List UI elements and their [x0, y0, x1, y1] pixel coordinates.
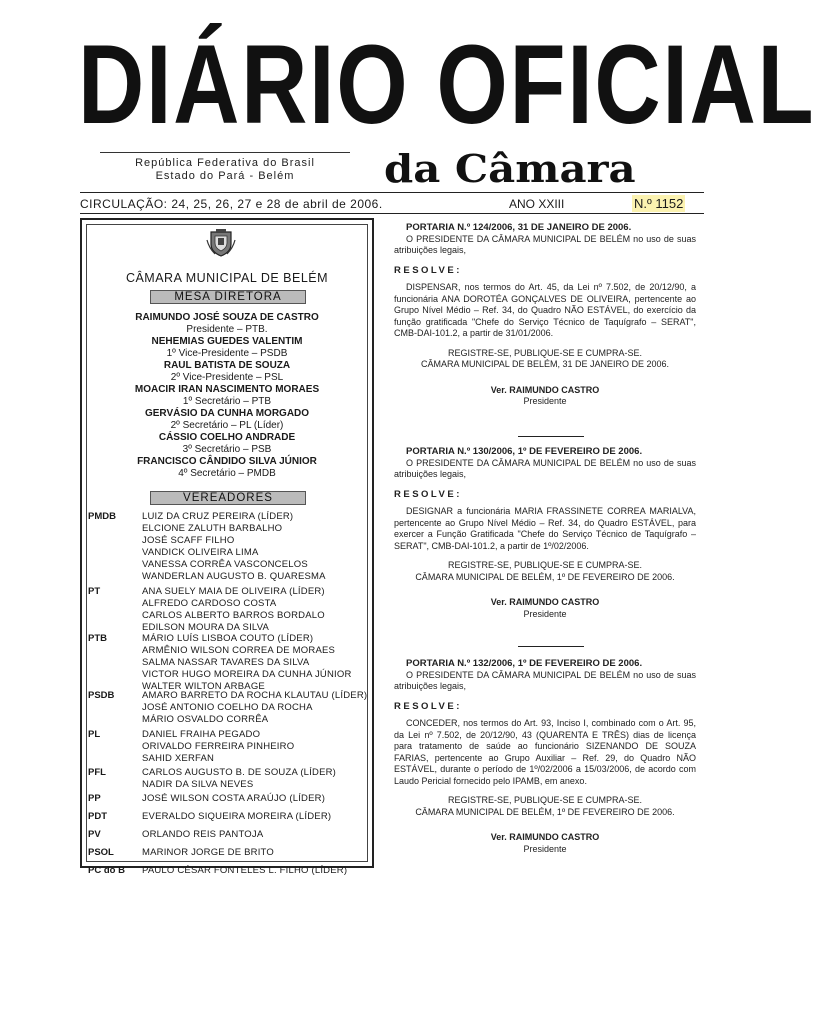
chamber-name: CÂMARA MUNICIPAL DE BELÉM — [125, 271, 329, 285]
party-members — [142, 865, 370, 877]
councillor-name: SAHID XERFAN — [142, 753, 215, 764]
portaria-opening: O PRESIDENTE DA CÂMARA MUNICIPAL DE BELÉM no uso de suas atribuições legais, — [394, 669, 696, 691]
party-abbr: PT — [88, 586, 101, 597]
party-members — [142, 511, 370, 583]
councillor-name: MÁRIO OSVALDO CORRÊA — [142, 714, 269, 725]
party-abbr: PSOL — [88, 847, 114, 858]
councillor-name: SALMA NASSAR TAVARES DA SILVA — [142, 657, 310, 668]
party-members — [142, 811, 370, 823]
portaria-opening: O PRESIDENTE DA CÂMARA MUNICIPAL DE BELÉM no uso de suas atribuições legais, — [394, 457, 696, 479]
party-members — [142, 847, 370, 859]
portaria-resolve: RESOLVE: — [394, 488, 462, 500]
councillor-name: VANESSA CORRÊA VASCONCELOS — [142, 559, 308, 570]
portaria-resolve: RESOLVE: — [394, 264, 462, 276]
party-abbr: PMDB — [88, 511, 116, 522]
camara-subtitle: da Câmara — [384, 146, 636, 191]
mesa-member-role: 2º Secretário – PL (Líder) — [170, 420, 284, 431]
mesa-diretora-header: MESA DIRETORA — [150, 290, 306, 304]
councillor-name: VANDICK OLIVEIRA LIMA — [142, 547, 259, 558]
councillor-name: EDILSON MOURA DA SILVA — [142, 622, 270, 633]
councillor-name: ORIVALDO FERREIRA PINHEIRO — [142, 741, 295, 752]
councillor-name: WANDERLAN AUGUSTO B. QUARESMA — [142, 571, 326, 582]
portaria-signer: Ver. RAIMUNDO CASTRO — [490, 832, 600, 842]
councillor-name: PAULO CÉSAR FONTELES L. FILHO (LÍDER) — [142, 865, 348, 876]
mesa-member-name: RAIMUNDO JOSÉ SOUZA DE CASTRO — [135, 312, 319, 323]
councillor-name: WALTER WILTON ARBAGE — [142, 681, 265, 692]
councillor-name: CARLOS AUGUSTO B. DE SOUZA (LÍDER) — [142, 767, 337, 778]
portaria-body: DISPENSAR, nos termos do Art. 45, da Lei nº 7.502, de 20/12/90, a funcionária ANA DOROTÉA GONÇALVES DE OLIVEIRA, pertencente ao Grupo Nível Médio – Ref. 34, do Quadro NÃO ESTÁVEL, do exercício da função gratificada "Chefe do Serviço Técnico de Taquígrafo – SERAT", CMB-DAI-101.2, a partir de 31/01/2006. — [394, 282, 696, 338]
mesa-member-role: 3º Secretário – PSB — [182, 444, 272, 455]
newspaper-title: DIÁRIO OFICIAL — [78, 22, 815, 147]
mesa-member-name: NEHEMIAS GUEDES VALENTIM — [151, 336, 303, 347]
circulation-dates: CIRCULAÇÃO: 24, 25, 26, 27 e 28 de abril de 2006. — [80, 197, 383, 211]
vereadores-header: VEREADORES — [150, 491, 306, 505]
party-abbr: PC do B — [88, 865, 125, 876]
portaria-heading: PORTARIA N.º 132/2006, 1º DE FEVEREIRO DE 2006. — [406, 658, 643, 669]
councillor-name: LUIZ DA CRUZ PEREIRA (LÍDER) — [142, 511, 294, 522]
party-abbr: PL — [88, 729, 101, 740]
mesa-member-name: FRANCISCO CÂNDIDO SILVA JÚNIOR — [137, 456, 317, 467]
republic-line: República Federativa do Brasil — [135, 157, 315, 169]
mesa-member-role: 4º Secretário – PMDB — [178, 468, 276, 479]
councillor-name: JOSÉ ANTONIO COELHO DA ROCHA — [142, 702, 313, 713]
mesa-member-name: CÁSSIO COELHO ANDRADE — [158, 432, 296, 443]
councillor-name: DANIEL FRAIHA PEGADO — [142, 729, 261, 740]
portaria-132 — [394, 658, 696, 855]
mesa-member-name: GERVÁSIO DA CUNHA MORGADO — [144, 408, 310, 419]
portaria-signer-role: Presidente — [523, 843, 567, 854]
issue-number: N.º 1152 — [634, 196, 684, 211]
header-rule-top — [80, 192, 704, 193]
councillor-name: ALFREDO CARDOSO COSTA — [142, 598, 277, 609]
portaria-heading: PORTARIA N.º 124/2006, 31 DE JANEIRO DE 2006. — [406, 222, 632, 233]
portaria-closing-2: CÂMARA MUNICIPAL DE BELÉM, 1º DE FEVEREIRO DE 2006. — [415, 571, 675, 582]
portaria-closing-2: CÂMARA MUNICIPAL DE BELÉM, 1º DE FEVEREIRO DE 2006. — [415, 806, 675, 817]
councillor-name: NADIR DA SILVA NEVES — [142, 779, 254, 790]
councillor-name: ORLANDO REIS PANTOJA — [142, 829, 264, 840]
councillor-name: MÁRIO LUÍS LISBOA COUTO (LÍDER) — [142, 633, 314, 644]
portaria-signer: Ver. RAIMUNDO CASTRO — [490, 384, 600, 395]
mesa-member-role: 2º Vice-Presidente – PSL — [170, 372, 284, 383]
councillor-name: VICTOR HUGO MOREIRA DA CUNHA JÚNIOR — [142, 669, 352, 680]
portaria-signer: Ver. RAIMUNDO CASTRO — [490, 597, 600, 607]
councillor-name: MARINOR JORGE DE BRITO — [142, 847, 274, 858]
mesa-member-name: RAUL BATISTA DE SOUZA — [163, 360, 291, 371]
portaria-resolve: RESOLVE: — [394, 700, 462, 712]
portaria-opening: O PRESIDENTE DA CÂMARA MUNICIPAL DE BELÉM no uso de suas atribuições legais, — [394, 233, 696, 255]
state-line: Estado do Pará - Belém — [155, 170, 295, 182]
party-members — [142, 586, 370, 634]
party-abbr: PP — [88, 793, 101, 804]
councillor-name: JOSÉ WILSON COSTA ARAÚJO (LÍDER) — [142, 793, 326, 804]
party-abbr: PSDB — [88, 690, 115, 701]
coat-of-arms-icon — [205, 228, 237, 258]
party-members — [142, 633, 370, 693]
councillor-name: ARMÊNIO WILSON CORREA DE MORAES — [142, 645, 336, 656]
mesa-member-role: 1º Vice-Presidente – PSDB — [166, 348, 288, 359]
councillor-name: AMARO BARRETO DA ROCHA KLAUTAU (LÍDER) — [142, 690, 368, 701]
header-rule-bottom — [80, 213, 704, 214]
masthead-divider — [100, 152, 350, 153]
portaria-signer-role: Presidente — [523, 608, 567, 619]
party-abbr: PFL — [88, 767, 106, 778]
portaria-separator — [518, 436, 584, 437]
mesa-diretora-list — [84, 312, 370, 480]
party-members — [142, 690, 370, 726]
party-members — [142, 729, 370, 765]
councillor-name: ANA SUELY MAIA DE OLIVEIRA (LÍDER) — [142, 586, 325, 597]
portaria-body: DESIGNAR a funcionária MARIA FRASSINETE CORREA MARIALVA, pertencente ao Grupo Nível Médio – Ref. 34, do Quadro ESTÁVEL, para exercer a Função Gratificada "Chefe do Serviço Técnico de Taquígrafo – SERAT", CMB-DAI-101.2, a partir de 1º/02/2006. — [394, 506, 696, 551]
portaria-124 — [394, 222, 696, 408]
portaria-closing-1: REGISTRE-SE, PUBLIQUE-SE E CUMPRA-SE. — [447, 795, 643, 805]
portaria-signer-role: Presidente — [523, 396, 567, 406]
portaria-130 — [394, 446, 696, 620]
mesa-member-role: Presidente – PTB. — [186, 324, 268, 335]
portaria-heading: PORTARIA N.º 130/2006, 1º DE FEVEREIRO DE 2006. — [406, 446, 643, 457]
mesa-member-name: MOACIR IRAN NASCIMENTO MORAES — [134, 384, 320, 395]
party-abbr: PTB — [88, 633, 107, 644]
portaria-body: CONCEDER, nos termos do Art. 93, Inciso I, combinado com o Art. 95, da Lei nº 7.502, de 20/12/90, 43 (QUARENTA E TRÊS) dias de licença para tratamento de saúde ao funcionário SIZENANDO DE SOUZA FARIAS, pertencente ao Grupo Auxiliar – Ref. 29, do Quadro NÃO ESTÁVEL, durante o período de 1º/02/2006 a 15/03/2006, de acordo com Laudo Pericial fornecido pelo IPAMB, em anexo. — [394, 718, 696, 786]
portaria-closing-2: CÂMARA MUNICIPAL DE BELÉM, 31 DE JANEIRO DE 2006. — [420, 359, 670, 369]
portaria-closing-1: REGISTRE-SE, PUBLIQUE-SE E CUMPRA-SE. — [447, 347, 643, 358]
councillor-name: CARLOS ALBERTO BARROS BORDALO — [142, 610, 325, 621]
party-abbr: PV — [88, 829, 101, 840]
portaria-separator — [518, 646, 584, 647]
councillor-name: EVERALDO SIQUEIRA MOREIRA (LÍDER) — [142, 811, 332, 822]
mesa-member-role: 1º Secretário – PTB — [182, 396, 272, 407]
party-abbr: PDT — [88, 811, 107, 822]
councillor-name: JOSÉ SCAFF FILHO — [142, 535, 235, 546]
party-members — [142, 767, 370, 791]
portaria-closing-1: REGISTRE-SE, PUBLIQUE-SE E CUMPRA-SE. — [447, 560, 643, 570]
councillor-name: ELCIONE ZALUTH BARBALHO — [142, 523, 283, 534]
year-label: ANO XXIII — [509, 197, 565, 211]
party-members — [142, 829, 370, 841]
party-members — [142, 793, 370, 805]
